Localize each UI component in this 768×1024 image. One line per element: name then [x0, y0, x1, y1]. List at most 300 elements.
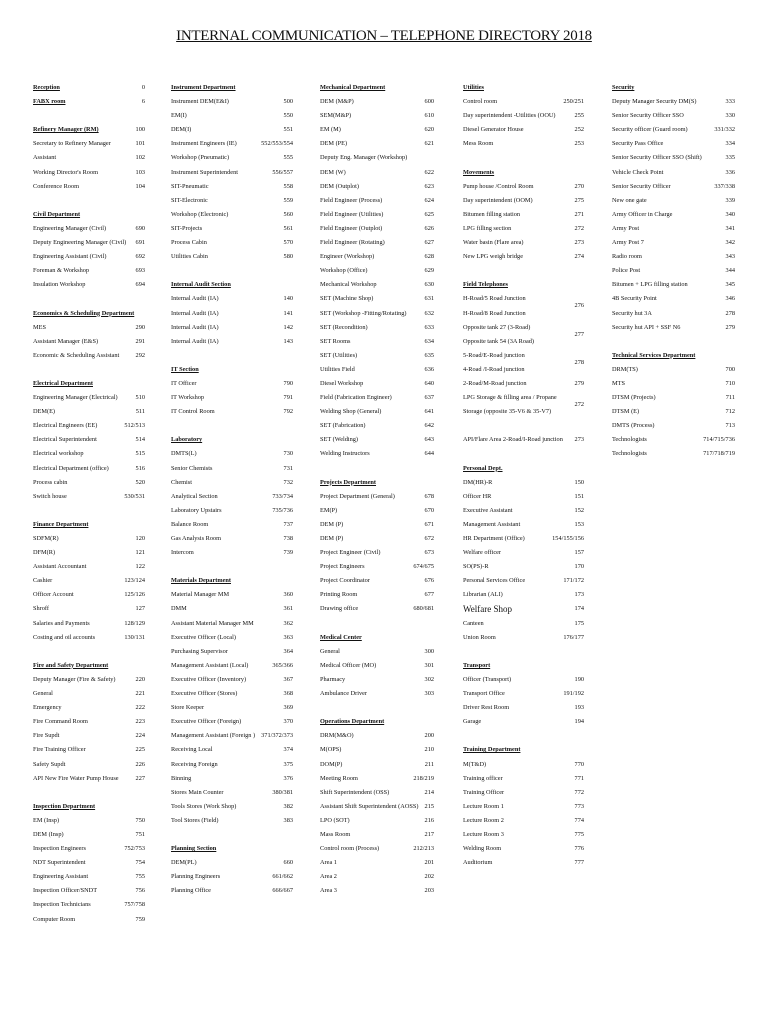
extension-number: 275: [574, 196, 584, 204]
directory-entry: [320, 673, 438, 687]
spacer-row: [320, 701, 438, 715]
directory-entry: [612, 166, 739, 180]
entry-label: Costing and oil accounts: [33, 633, 96, 641]
entry-label: Technologists: [612, 436, 647, 444]
extension-number: 770: [574, 760, 584, 768]
extension-number: 342: [725, 239, 735, 247]
spacer-row: [33, 109, 148, 123]
extension-number: 627: [424, 239, 434, 247]
entry-label: Fire Command Room: [33, 718, 88, 726]
entry-label: Security officer (Guard room): [612, 126, 688, 134]
entry-label: DMTS (Process): [612, 422, 655, 430]
directory-entry: [33, 137, 148, 151]
extension-number: 130/131: [124, 633, 145, 641]
directory-entry: [171, 95, 296, 109]
directory-entry: [463, 95, 587, 109]
entry-label: Field Engineer (Process): [320, 196, 383, 204]
spacer-row: [171, 264, 296, 278]
directory-entry: [320, 250, 438, 264]
entry-label: Utilities Field: [320, 365, 355, 373]
directory-entry: [463, 631, 587, 645]
extension-number: 556/557: [272, 168, 293, 176]
directory-column-5: [612, 81, 739, 462]
section-heading: [320, 631, 438, 645]
extension-number: 194: [574, 718, 584, 726]
directory-entry: [171, 109, 296, 123]
directory-entry: [33, 419, 148, 433]
extension-number: 272: [574, 224, 584, 232]
directory-entry: [171, 546, 296, 560]
directory-entry: [171, 335, 296, 349]
directory-entry: [171, 476, 296, 490]
entry-label: Welfare Shop: [463, 604, 513, 615]
entry-label: Internal Audit (IA): [171, 337, 219, 345]
directory-entry: [463, 250, 587, 264]
directory-entry: [612, 180, 739, 194]
directory-entry: [171, 758, 296, 772]
extension-number: 371/372/373: [261, 732, 293, 740]
entry-label: HR Department (Office): [463, 535, 525, 543]
directory-entry: [171, 884, 296, 898]
extension-number: 560: [283, 210, 293, 218]
extension-number: 570: [283, 239, 293, 247]
section-heading: [33, 123, 148, 137]
spacer-row: [612, 335, 739, 349]
entry-label: DEM(PL): [171, 859, 197, 867]
extension-number: 561: [283, 224, 293, 232]
extension-number: 200: [424, 732, 434, 740]
directory-entry: [33, 913, 148, 927]
extension-number: 626: [424, 224, 434, 232]
section-title: Utilities: [463, 84, 484, 91]
extension-number: 738: [283, 535, 293, 542]
directory-entry: [320, 518, 438, 532]
extension-number: 361: [283, 605, 293, 613]
extension-number: 218/219: [413, 774, 434, 782]
extension-number: 303: [424, 690, 434, 698]
extension-number: 636: [424, 365, 434, 373]
extension-number: 140: [283, 295, 293, 303]
directory-entry: [463, 194, 587, 208]
directory-entry: [463, 222, 587, 236]
extension-number: 364: [283, 647, 293, 655]
spacer-row: [320, 617, 438, 631]
extension-number: 733/734: [272, 492, 293, 500]
entry-label: Store Keeper: [171, 704, 205, 712]
extension-number: 273: [574, 239, 584, 247]
extension-number: 345: [725, 281, 735, 289]
entry-label: Electrical Superintendent: [33, 436, 97, 444]
extension-number: 512/513: [124, 422, 145, 430]
entry-label: Assistant Manager (E&S): [33, 337, 99, 345]
extension-number: 775: [574, 830, 584, 838]
entry-label: DTSM (Projects): [612, 394, 656, 402]
directory-entry: [33, 729, 148, 743]
extension-number: 500: [283, 98, 293, 106]
extension-number: 551: [283, 126, 293, 134]
extension-number: 633: [424, 323, 434, 331]
directory-entry: [320, 405, 438, 419]
directory-entry: [171, 377, 296, 391]
entry-label: Printing Room: [320, 591, 358, 599]
extension-number: 735/736: [272, 506, 293, 514]
directory-entry: [463, 292, 587, 320]
extension-number: 510: [135, 394, 145, 402]
directory-entry: [171, 701, 296, 715]
extension-number: 103: [135, 168, 145, 176]
entry-label: SIT-Projects: [171, 224, 203, 232]
directory-entry: [33, 617, 148, 631]
section-title: Materials Department: [171, 577, 231, 585]
entry-label: SIT-Electronic: [171, 196, 208, 204]
directory-entry: [171, 588, 296, 602]
directory-entry: [463, 758, 587, 772]
entry-label: Auditorium: [463, 859, 493, 867]
extension-number: 278: [725, 309, 735, 317]
extension-number: 515: [135, 450, 145, 458]
directory-entry: [463, 137, 587, 151]
directory-entry: [463, 180, 587, 194]
extension-number: 143: [283, 337, 293, 345]
directory-column-2: [171, 81, 296, 898]
entry-label: EM (Insp): [33, 816, 60, 824]
entry-label: Garage: [463, 718, 482, 726]
extension-number: 756: [135, 887, 145, 895]
directory-entry: [320, 602, 438, 616]
directory-entry: [463, 617, 587, 631]
extension-number: 671: [424, 520, 434, 528]
spacer-row: [320, 462, 438, 476]
directory-entry: [320, 95, 438, 109]
entry-label: Material Manager MM: [171, 591, 230, 599]
directory-entry: [320, 743, 438, 757]
entry-label: Salaries and Payments: [33, 619, 90, 627]
extension-number: 600: [424, 98, 434, 106]
entry-label: Binning: [171, 774, 192, 782]
directory-entry: [171, 462, 296, 476]
entry-label: Inspection Technicians: [33, 901, 91, 909]
directory-entry: [33, 278, 148, 292]
entry-label: Officer Account: [33, 591, 74, 599]
directory-entry: [320, 166, 438, 180]
directory-entry: [171, 307, 296, 321]
directory-entry: [33, 236, 148, 250]
section-heading: [33, 81, 148, 95]
entry-label: Executive Officer (Foreign): [171, 718, 242, 726]
extension-number: 383: [283, 816, 293, 824]
directory-entry: [463, 560, 587, 574]
directory-entry: [320, 870, 438, 884]
extension-number: 677: [424, 591, 434, 599]
extension-number: 375: [283, 760, 293, 768]
directory-entry: [171, 123, 296, 137]
entry-label: DM(HR)-R: [463, 478, 493, 486]
entry-label: New one gate: [612, 196, 647, 204]
spacer-row: [171, 828, 296, 842]
extension-number: 772: [574, 788, 584, 796]
directory-entry: [171, 208, 296, 222]
entry-label: Day superintendent -Utilities (OOU): [463, 112, 556, 120]
extension-number: 550: [283, 112, 293, 120]
directory-entry: [171, 180, 296, 194]
entry-label: Opposite tank 27 (3-Road) Opposite tank 54 (3A Road): [463, 323, 535, 345]
entry-label: Mechanical Workshop: [320, 281, 377, 289]
entry-label: Project Engineer (Civil): [320, 549, 381, 557]
extension-number: 511: [135, 408, 145, 416]
section-heading: [33, 95, 148, 109]
entry-label: Foreman & Workshop: [33, 267, 90, 275]
entry-label: Instrument Engineers (IE): [171, 140, 237, 148]
extension-number: 331/332: [714, 126, 735, 134]
entry-label: Shift Superintendent (OSS): [320, 788, 390, 796]
extension-number: 290: [135, 323, 145, 331]
extension-number: 514: [135, 436, 145, 444]
section-title: Refinery Manager (RM): [33, 126, 99, 134]
entry-label: New LPG weigh bridge: [463, 253, 523, 261]
spacer-row: [33, 194, 148, 208]
directory-entry: [463, 574, 587, 588]
directory-entry: [320, 222, 438, 236]
entry-label: Welding Instructors: [320, 450, 370, 458]
entry-label: H-Road/5 Road Junction H-Road/8 Road Junction: [463, 295, 526, 317]
extension-number: 151: [574, 492, 584, 500]
entry-label: Deputy Engineering Manager (Civil): [33, 239, 127, 247]
section-title: Fire and Safety Department: [33, 661, 109, 669]
extension-number: 252: [574, 126, 584, 134]
section-heading: [171, 363, 296, 377]
section-title: IT Section: [171, 365, 199, 373]
entry-label: Tools Stores (Work Shop): [171, 802, 237, 810]
extension-number: 250/251: [563, 98, 584, 106]
directory-entry: [463, 419, 587, 461]
extension-number: 253: [574, 140, 584, 148]
extension-number: 170: [574, 563, 584, 571]
directory-entry: [171, 504, 296, 518]
extension-number: 666/667: [272, 887, 293, 895]
extension-number: 334: [725, 140, 735, 148]
entry-label: Drawing office: [320, 605, 359, 613]
entry-label: Ambulance Driver: [320, 690, 368, 698]
directory-entry: [612, 278, 739, 292]
directory-entry: [33, 250, 148, 264]
entry-label: Field Engineer (Outplot): [320, 224, 383, 232]
directory-entry: [33, 349, 148, 363]
extension-number: 279: [574, 379, 584, 387]
extension-number: 340: [725, 210, 735, 218]
directory-entry: [171, 659, 296, 673]
extension-number: 692: [135, 253, 145, 261]
entry-label: Internal Audit (IA): [171, 309, 219, 317]
directory-entry: [463, 786, 587, 800]
extension-number: 731: [283, 464, 293, 472]
directory-entry: [463, 490, 587, 504]
entry-label: Intercom: [171, 549, 194, 557]
entry-label: Mass Room: [320, 830, 351, 838]
extension-number: 552/553/554: [261, 140, 293, 148]
extension-number: 710: [725, 379, 735, 387]
extension-number: 631: [424, 295, 434, 303]
directory-entry: [171, 631, 296, 645]
entry-label: API/Flare Area 2-Road/I-Road junction: [463, 436, 563, 444]
directory-entry: [463, 123, 587, 137]
directory-entry: [33, 447, 148, 461]
directory-entry: [463, 208, 587, 222]
section-heading: [463, 278, 587, 292]
directory-entry: [463, 109, 587, 123]
directory-entry: [320, 659, 438, 673]
directory-entry: [320, 137, 438, 151]
extension-number: 344: [725, 267, 735, 275]
directory-entry: [33, 842, 148, 856]
directory-entry: [171, 800, 296, 814]
entry-label: Executive Officer (Stores): [171, 690, 238, 698]
extension-number: 739: [283, 549, 293, 557]
extension-number: 757/758: [124, 901, 145, 909]
entry-label: Tool Stores (Field): [171, 816, 219, 824]
extension-number: 336: [725, 168, 735, 176]
directory-entry: [463, 546, 587, 560]
directory-entry: [612, 95, 739, 109]
directory-entry: [463, 588, 587, 602]
directory-entry: [612, 109, 739, 123]
directory-entry: [33, 391, 148, 405]
extension-number: 125/126: [124, 591, 145, 599]
section-title: Reception: [33, 84, 60, 91]
directory-entry: [320, 645, 438, 659]
extension-number: 292: [135, 351, 145, 359]
directory-entry: [33, 335, 148, 349]
entry-label: DEM (W): [320, 168, 346, 176]
extension-number: 191/192: [563, 690, 584, 698]
section-heading: [320, 81, 438, 95]
extension-number: 680/681: [413, 605, 434, 613]
entry-label: SET Rooms: [320, 337, 351, 345]
directory-entry: [612, 264, 739, 278]
directory-entry: [33, 814, 148, 828]
section-heading: [463, 166, 587, 180]
extension-number: 628: [424, 253, 434, 261]
entry-label: Inspection Officer/SNDT: [33, 887, 98, 895]
extension-number: 634: [424, 337, 434, 345]
spacer-row: [33, 786, 148, 800]
extension-number: 176/177: [563, 633, 584, 641]
extension-number: 202: [424, 873, 434, 881]
entry-label: SET (Machine Shop): [320, 295, 374, 303]
entry-label: Water basin (Flare area): [463, 239, 524, 247]
extension-number: 102: [135, 154, 145, 162]
section-heading: [33, 208, 148, 222]
extension-number: 121: [135, 549, 145, 557]
directory-entry: [320, 490, 438, 504]
directory-entry: [463, 828, 587, 842]
directory-entry: [33, 166, 148, 180]
entry-label: Receiving Local: [171, 746, 213, 754]
extension-number: 620: [424, 126, 434, 134]
entry-label: Inspection Engineers: [33, 845, 86, 853]
entry-label: Meeting Room: [320, 774, 358, 782]
entry-label: Librarian (ALI): [463, 591, 503, 599]
directory-entry: [171, 687, 296, 701]
extension-number: 291: [135, 337, 145, 345]
section-title: Planning Section: [171, 845, 217, 853]
entry-label: Purchasing Supervisor: [171, 647, 228, 655]
section-title: Medical Center: [320, 633, 362, 641]
entry-label: Electrical Engineers (EE): [33, 422, 98, 430]
extension-number: 623: [424, 182, 434, 190]
extension-number: 120: [135, 535, 145, 542]
entry-label: EM (M): [320, 126, 341, 134]
entry-label: Area 3: [320, 887, 337, 895]
extension-number: 279: [725, 323, 735, 331]
extension-number: 154/155/156: [552, 535, 584, 543]
directory-entry: [612, 250, 739, 264]
section-heading: [33, 800, 148, 814]
extension-number: 214: [424, 788, 434, 796]
extension-number: 341: [725, 224, 735, 232]
entry-label: EM(P): [320, 506, 338, 514]
extension-number: 737: [283, 520, 293, 528]
directory-entry: [171, 518, 296, 532]
directory-entry: [320, 800, 438, 814]
entry-label: Army Officer in Charge: [612, 210, 673, 218]
extension-number: 360: [283, 591, 293, 599]
directory-entry: [320, 236, 438, 250]
extension-number: 142: [283, 323, 293, 331]
extension-number: 222: [135, 704, 145, 712]
entry-label: DMM: [171, 605, 187, 613]
directory-entry: [171, 250, 296, 264]
directory-entry: [463, 687, 587, 701]
entry-label: Utilities Cabin: [171, 253, 208, 261]
spacer-row: [33, 504, 148, 518]
extension-number: 771: [574, 774, 584, 782]
entry-label: Mess Room: [463, 140, 494, 148]
extension-number: 0: [141, 84, 145, 91]
extension-number: 624: [424, 196, 434, 204]
extension-number: 754: [135, 859, 145, 867]
entry-label: SET (Fabrication): [320, 422, 366, 430]
directory-entry: [33, 856, 148, 870]
extension-number: 791: [283, 394, 293, 402]
extension-number: 368: [283, 690, 293, 698]
extension-number: 711: [725, 394, 735, 402]
section-heading: [463, 81, 587, 95]
entry-label: Electrical Department (office): [33, 464, 109, 472]
extension-number: 674/675: [413, 563, 434, 571]
entry-label: 2-Road/M-Road junction: [463, 379, 527, 387]
extension-number: 751: [135, 830, 145, 838]
section-heading: [463, 462, 587, 476]
entry-label: Planning Engineers: [171, 873, 221, 881]
entry-label: SET (Workshop -Fitting/Rotating): [320, 309, 407, 317]
entry-label: Area 2: [320, 873, 337, 881]
directory-entry: [33, 476, 148, 490]
directory-entry: [33, 560, 148, 574]
entry-label: DTSM (E): [612, 408, 640, 416]
entry-label: DEM (PE): [320, 140, 348, 148]
extension-number: 694: [135, 281, 145, 289]
section-title: Personal Dept.: [463, 464, 503, 472]
extension-number: 333: [725, 98, 735, 106]
section-title: Training Department: [463, 746, 521, 754]
entry-label: Assistant Accountant: [33, 563, 87, 571]
directory-entry: [320, 123, 438, 137]
section-title: Internal Audit Section: [171, 281, 231, 289]
extension-number: 123/124: [124, 577, 145, 585]
extension-number: 520: [135, 478, 145, 486]
section-title: Movements: [463, 168, 495, 176]
entry-label: Shroff: [33, 605, 49, 613]
